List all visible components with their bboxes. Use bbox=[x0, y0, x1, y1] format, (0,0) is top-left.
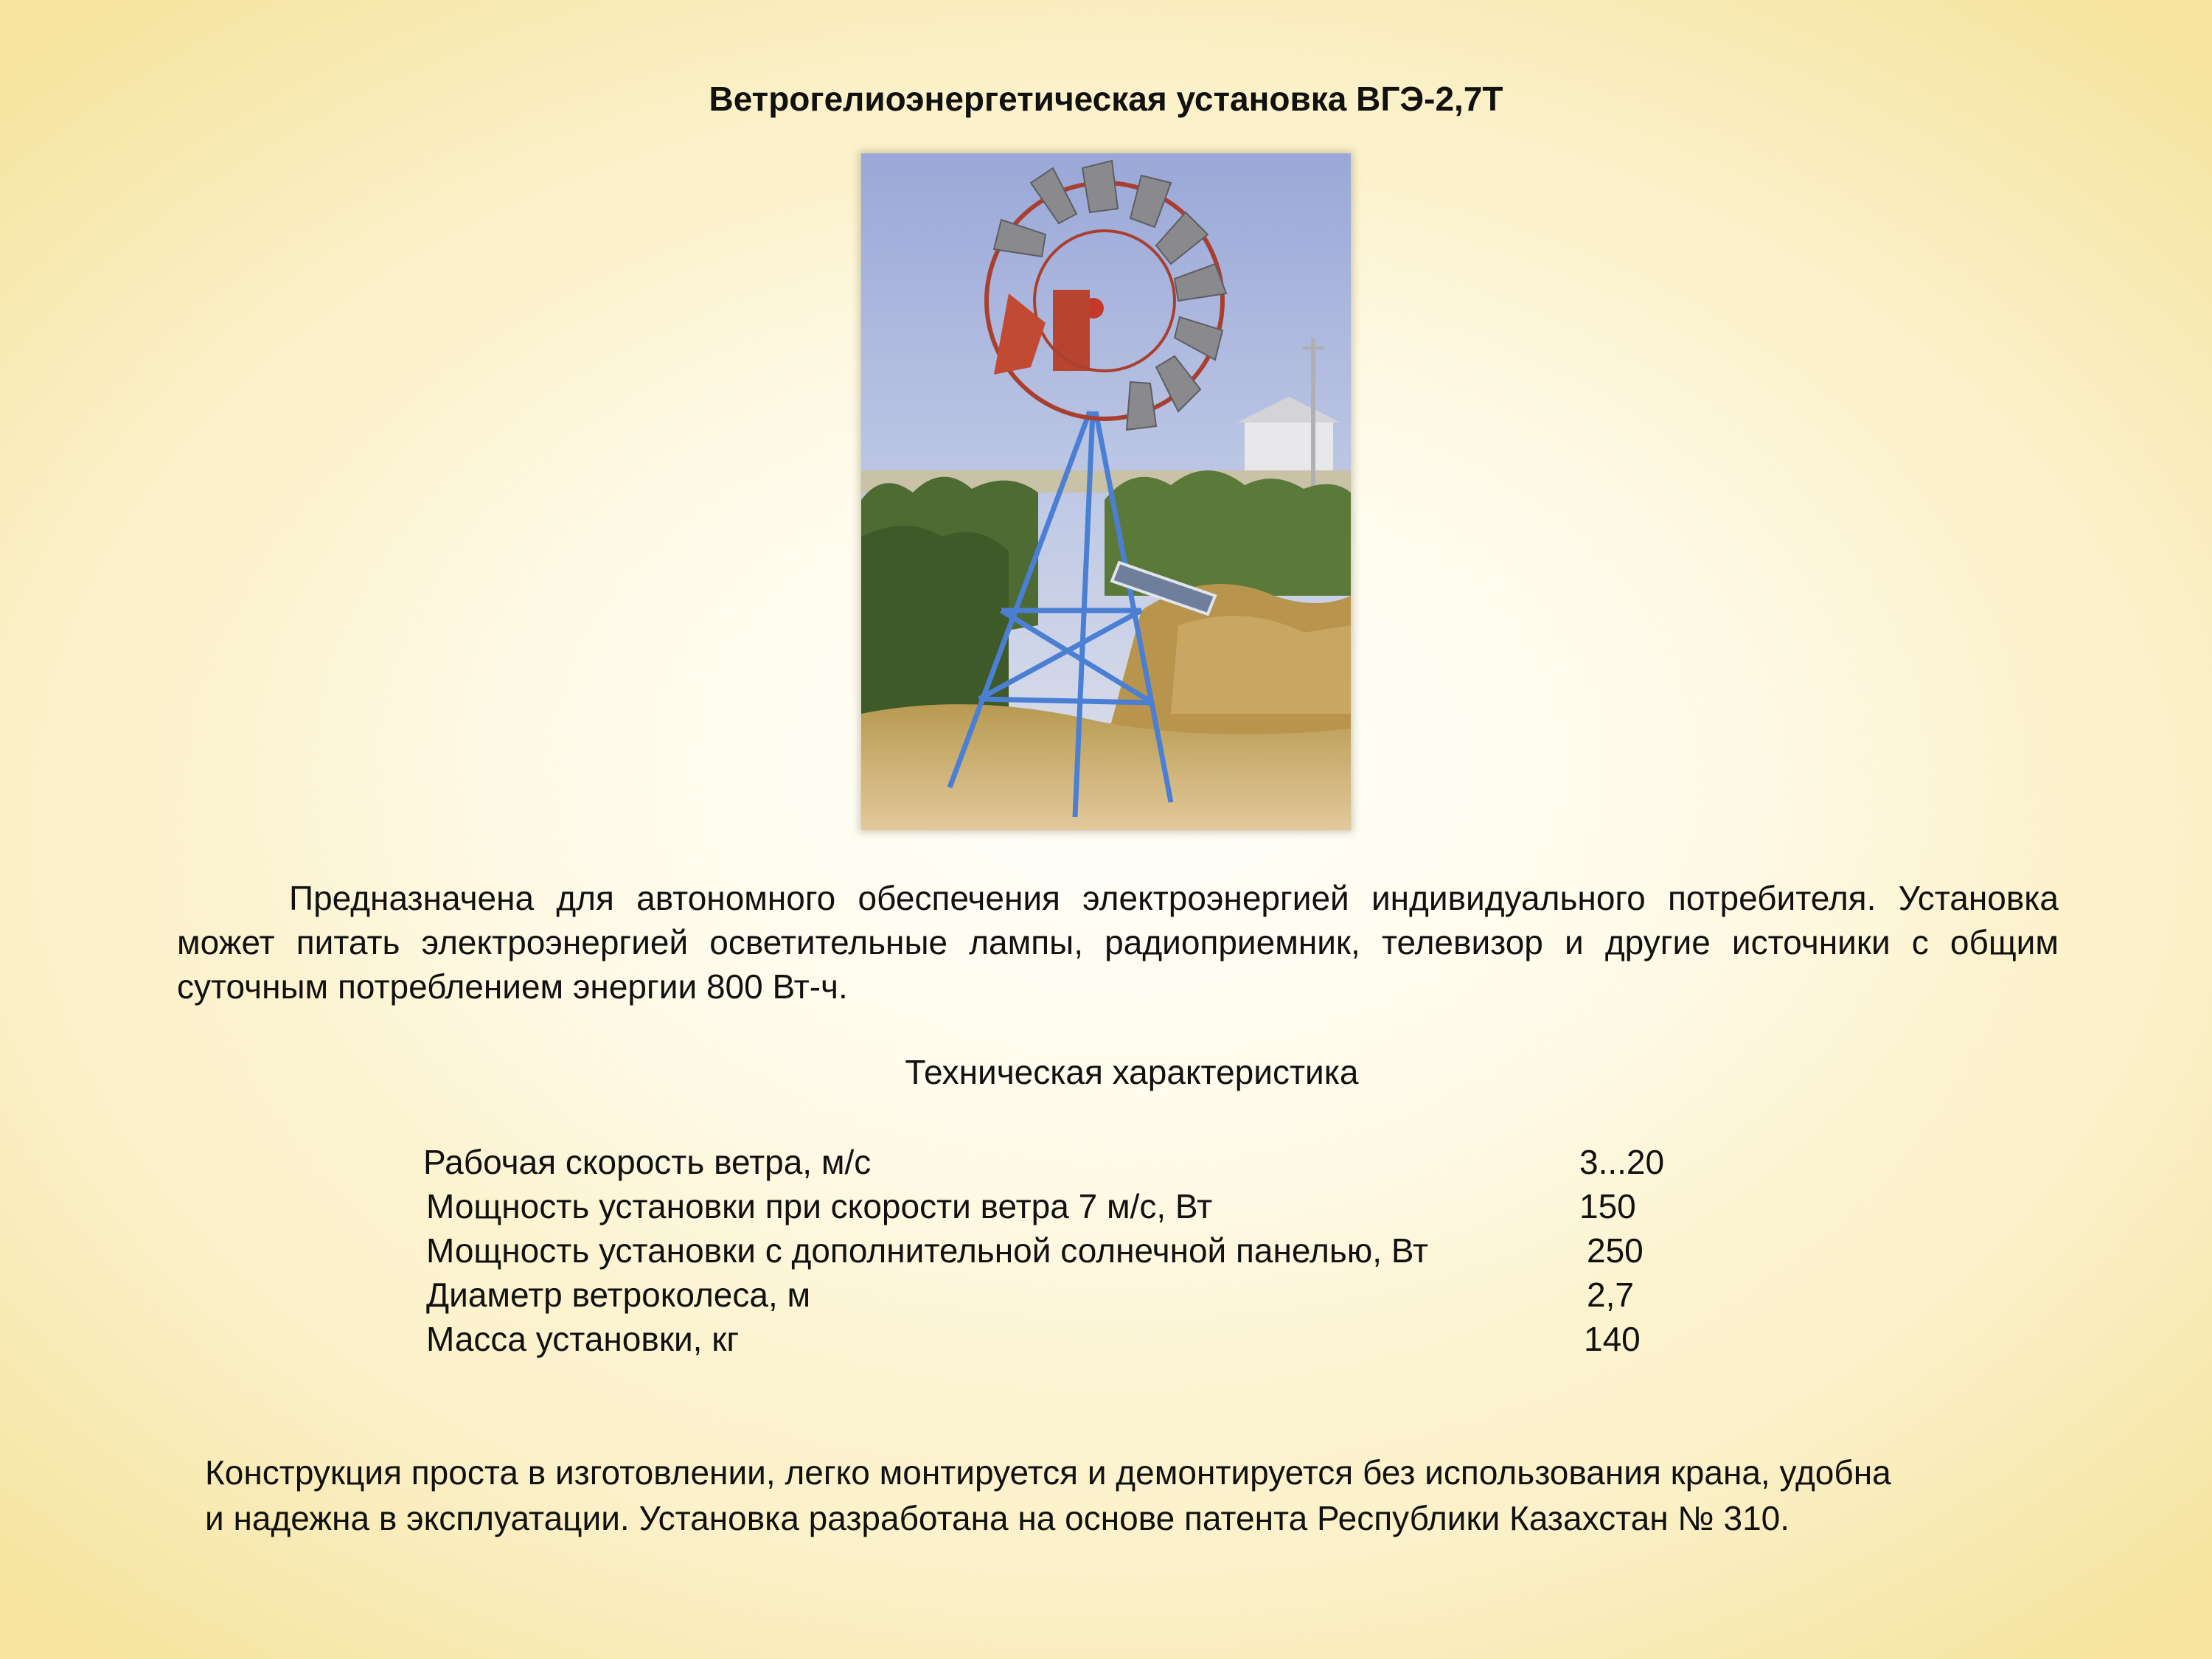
spec-value: 140 bbox=[1584, 1320, 1641, 1358]
outro-line: Конструкция проста в изготовлении, легко монтируется и демонтируется без использования крана, удобна bbox=[205, 1453, 1891, 1492]
spec-label: Мощность установки с дополнительной солнечной панелью, Вт bbox=[426, 1231, 1429, 1270]
spec-label: Мощность установки при скорости ветра 7 м/с, Вт bbox=[426, 1187, 1213, 1225]
page-title: Ветрогелиоэнергетическая установка ВГЭ-2,7Т bbox=[709, 80, 1503, 118]
spec-label: Рабочая скорость ветра, м/с bbox=[423, 1143, 872, 1181]
intro-paragraph: Предназначена для автономного обеспечения электроэнергией индивидуального потребителя. Установка может питать электроэнергией осветительные лампы, радиоприемник, телевизор и другие источники с общим суточным потреблением энергии 800 Вт-ч. bbox=[177, 879, 2059, 1006]
spec-label: Масса установки, кг bbox=[426, 1320, 740, 1358]
spec-label: Диаметр ветроколеса, м bbox=[426, 1276, 811, 1314]
wind-turbine-photo-icon bbox=[861, 153, 1351, 830]
spec-value: 150 bbox=[1579, 1187, 1636, 1225]
spec-heading: Техническая характеристика bbox=[905, 1053, 1359, 1091]
outro-line: и надежна в эксплуатации. Установка разработана на основе патента Республики Казахстан № 310. bbox=[205, 1499, 1790, 1537]
spec-value: 250 bbox=[1587, 1231, 1644, 1270]
spec-value: 2,7 bbox=[1587, 1276, 1634, 1314]
spec-value: 3...20 bbox=[1579, 1143, 1665, 1181]
wind-turbine-photo bbox=[861, 153, 1351, 830]
outro-paragraph bbox=[205, 1450, 2063, 1541]
